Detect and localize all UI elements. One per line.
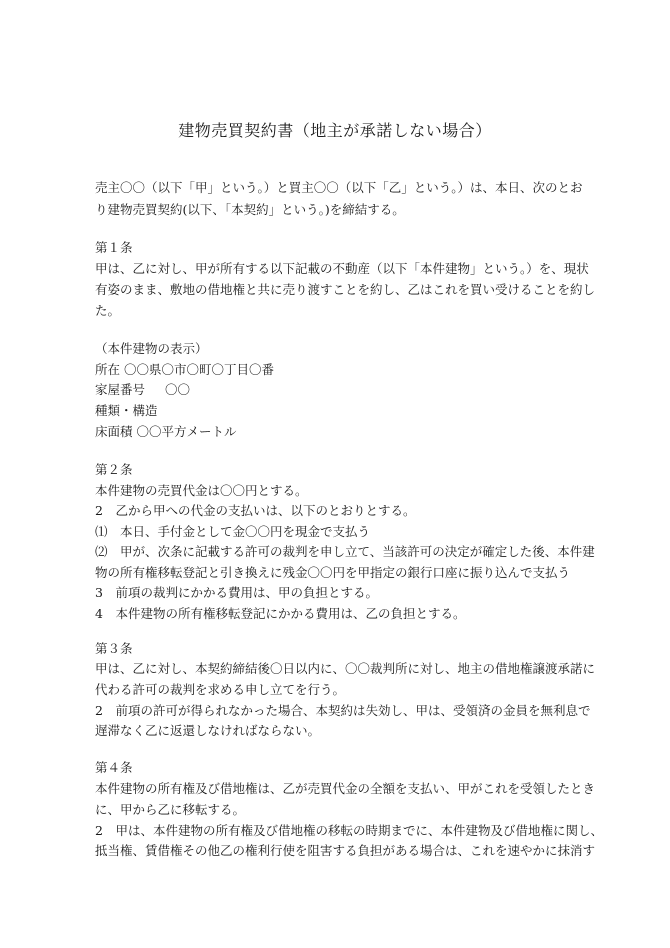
article-line: 2 乙から甲への代金の支払いは、以下のとおりとする。: [95, 503, 416, 518]
article-heading: 第４条: [95, 760, 133, 775]
article-line: 4 本件建物の所有権移転登記にかかる費用は、乙の負担とする。: [95, 606, 466, 621]
property-house-number-label: 家屋番号: [95, 382, 146, 397]
article-line: た。: [95, 303, 121, 318]
article-line: 本件建物の売買代金は〇〇円とする。: [95, 483, 308, 498]
article-line: 代わる許可の裁判を求める申し立てを行う。: [95, 682, 346, 697]
article-line: 2 甲は、本件建物の所有権及び借地権の移転の時期までに、本件建物及び借地権に関し、: [95, 823, 603, 838]
property-heading: （本件建物の表示）: [95, 341, 208, 356]
article-heading: 第２条: [95, 462, 133, 477]
preamble-line: り建物売買契約(以下、「本契約」という。)を締結する。: [95, 202, 405, 217]
document-title: 建物売買契約書（地主が承諾しない場合）: [178, 121, 492, 140]
preamble-line: 売主〇〇（以下「甲」という。）と買主〇〇（以下「乙」という。）は、本日、次のとお: [95, 180, 583, 195]
property-location: 所在 〇〇県〇市〇町〇丁目〇番: [95, 362, 274, 377]
article-line: 物の所有権移転登記と引き換えに残金〇〇円を甲指定の銀行口座に振り込んで支払う: [95, 565, 571, 580]
article-line: 甲は、乙に対し、本契約締結後〇日以内に、〇〇裁判所に対し、地主の借地権譲渡承諾に: [95, 661, 596, 676]
article-line: ⑴ 本日、手付金として金〇〇円を現金で支払う: [95, 524, 371, 539]
article-line: 2 前項の許可が得られなかった場合、本契約は失効し、甲は、受領済の金員を無利息で: [95, 703, 591, 718]
property-house-number-value: 〇〇: [165, 382, 191, 397]
article-line: 遅滞なく乙に返還しなければならない。: [95, 723, 321, 738]
article-heading: 第３条: [95, 641, 133, 656]
article-line: 本件建物の所有権及び借地権は、乙が売買代金の全額を支払い、甲がこれを受領したとき: [95, 781, 596, 796]
article-line: 有姿のまま、敷地の借地権と共に売り渡すことを約し、乙はこれを買い受けることを約し: [95, 282, 596, 297]
property-floor-area: 床面積 〇〇平方メートル: [95, 424, 237, 439]
article-line: に、甲から乙に移転する。: [95, 802, 246, 817]
property-type: 種類・構造: [95, 403, 158, 418]
article-line: 3 前項の裁判にかかる費用は、甲の負担とする。: [95, 585, 378, 600]
article-line: 甲は、乙に対し、甲が所有する以下記載の不動産（以下「本件建物」という。）を、現状: [95, 261, 589, 276]
article-line: 抵当権、賃借権その他乙の権利行使を阻害する負担がある場合は、これを速やかに抹消す: [95, 843, 596, 858]
article-heading: 第１条: [95, 240, 133, 255]
article-line: ⑵ 甲が、次条に記載する許可の裁判を申し立て、当該許可の決定が確定した後、本件建: [95, 544, 595, 559]
